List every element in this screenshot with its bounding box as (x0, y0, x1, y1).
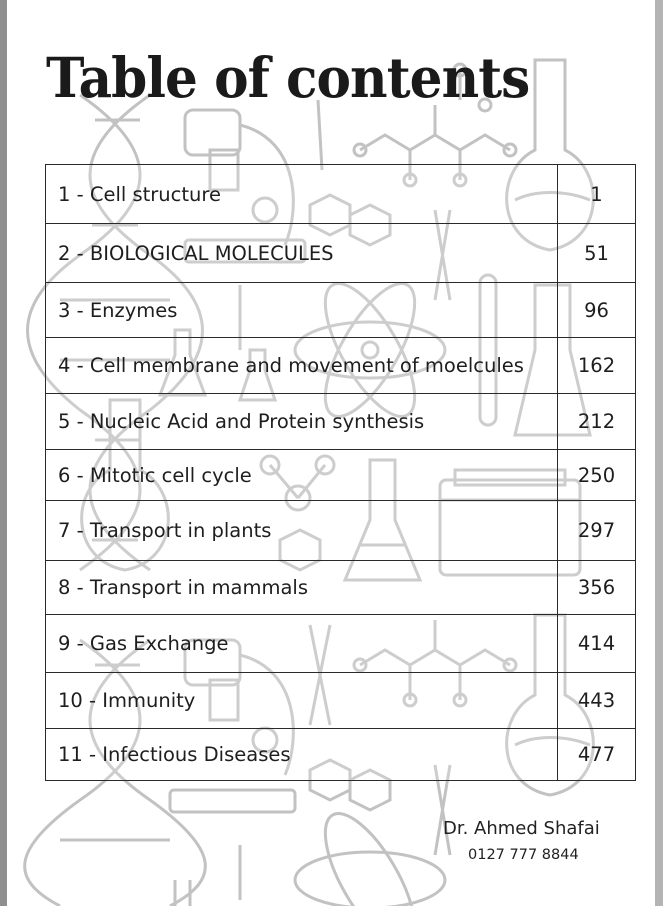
author-name: Dr. Ahmed Shafai (443, 818, 600, 839)
atom-icon (295, 801, 445, 906)
toc-page-number: 51 (558, 224, 636, 283)
toc-chapter-title: 9 - Gas Exchange (46, 615, 558, 673)
toc-chapter-title: 10 - Immunity (46, 673, 558, 729)
toc-page-number: 477 (558, 729, 636, 781)
toc-chapter-title: 7 - Transport in plants (46, 501, 558, 561)
toc-page-number: 356 (558, 561, 636, 615)
toc-row[interactable] (46, 561, 636, 615)
toc-page-number: 212 (558, 394, 636, 450)
toc-row[interactable] (46, 338, 636, 394)
toc-row[interactable] (46, 673, 636, 729)
toc-row[interactable] (46, 165, 636, 224)
toc-page-number: 162 (558, 338, 636, 394)
toc-row[interactable] (46, 394, 636, 450)
toc-page-number: 297 (558, 501, 636, 561)
toc-row[interactable] (46, 283, 636, 338)
toc-chapter-title: 11 - Infectious Diseases (46, 729, 558, 781)
toc-row[interactable] (46, 615, 636, 673)
toc-chapter-title: 4 - Cell membrane and movement of moelcules (46, 338, 558, 394)
toc-chapter-title: 8 - Transport in mammals (46, 561, 558, 615)
author-phone: 0127 777 8844 (468, 847, 579, 863)
toc-page-number: 250 (558, 450, 636, 501)
page-title: Table of contents (46, 45, 530, 110)
toc-page-number: 443 (558, 673, 636, 729)
toc-page-number: 96 (558, 283, 636, 338)
toc-chapter-title: 2 - BIOLOGICAL MOLECULES (46, 224, 558, 283)
toc-chapter-title: 5 - Nucleic Acid and Protein synthesis (46, 394, 558, 450)
toc-chapter-title: 3 - Enzymes (46, 283, 558, 338)
toc-row[interactable] (46, 450, 636, 501)
toc-chapter-title: 1 - Cell structure (46, 165, 558, 224)
toc-row[interactable] (46, 729, 636, 781)
toc-page-number: 414 (558, 615, 636, 673)
toc-page-number: 1 (558, 165, 636, 224)
toc-chapter-title: 6 - Mitotic cell cycle (46, 450, 558, 501)
table-of-contents (45, 164, 636, 781)
toc-row[interactable] (46, 224, 636, 283)
toc-row[interactable] (46, 501, 636, 561)
